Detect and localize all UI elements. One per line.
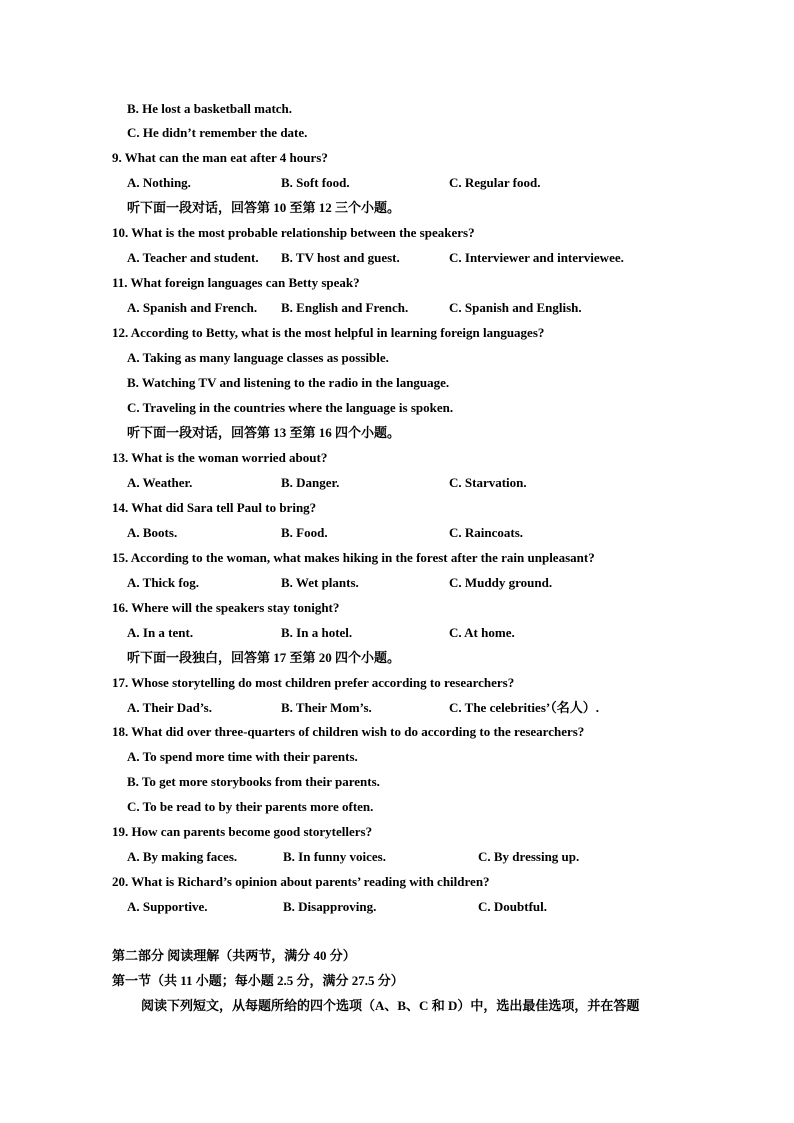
q15-option-c: C. Muddy ground. [449, 575, 553, 590]
q12-option-b: B. Watching TV and listening to the radio in the language. [127, 375, 450, 390]
question-20: 20. What is Richard’s opinion about parents’ reading with children? [112, 874, 490, 889]
q8-option-b: B. He lost a basketball match. [127, 101, 293, 116]
q13-option-a: A. Weather. [127, 475, 193, 490]
q16-option-c: C. At home. [449, 625, 515, 640]
q9-option-b: B. Soft food. [281, 175, 350, 190]
q13-option-b: B. Danger. [281, 475, 340, 490]
section2-subheading: 第一节（共 11 小题；每小题 2.5 分，满分 27.5 分） [112, 973, 404, 988]
q19-option-b: B. In funny voices. [283, 849, 386, 864]
question-18: 18. What did over three-quarters of children wish to do according to the researchers? [112, 724, 585, 739]
question-17: 17. Whose storytelling do most children prefer according to researchers? [112, 675, 515, 690]
q10-option-b: B. TV host and guest. [281, 250, 400, 265]
q14-option-b: B. Food. [281, 525, 328, 540]
q8-option-c: C. He didn’t remember the date. [127, 125, 308, 140]
q10-option-a: A. Teacher and student. [127, 250, 259, 265]
q20-option-b: B. Disapproving. [283, 899, 377, 914]
q11-option-a: A. Spanish and French. [127, 300, 258, 315]
q20-option-c: C. Doubtful. [478, 899, 547, 914]
q18-option-c: C. To be read to by their parents more often. [127, 799, 374, 814]
q16-option-b: B. In a hotel. [281, 625, 353, 640]
question-19: 19. How can parents become good storytellers? [112, 824, 373, 839]
q15-option-a: A. Thick fog. [127, 575, 199, 590]
q16-option-a: A. In a tent. [127, 625, 194, 640]
question-16: 16. Where will the speakers stay tonight? [112, 600, 340, 615]
q20-option-a: A. Supportive. [127, 899, 208, 914]
section2-heading: 第二部分 阅读理解（共两节，满分 40 分） [112, 948, 356, 963]
q19-option-a: A. By making faces. [127, 849, 238, 864]
q15-option-b: B. Wet plants. [281, 575, 359, 590]
question-15: 15. According to the woman, what makes hiking in the forest after the rain unpleasant? [112, 550, 595, 565]
q12-option-a: A. Taking as many language classes as possible. [127, 350, 389, 365]
q10-option-c: C. Interviewer and interviewee. [449, 250, 624, 265]
q17-option-a: A. Their Dad’s. [127, 700, 212, 715]
question-14: 14. What did Sara tell Paul to bring? [112, 500, 317, 515]
question-11: 11. What foreign languages can Betty speak? [112, 275, 360, 290]
instruction-13-16: 听下面一段对话，回答第 13 至第 16 四个小题。 [127, 425, 401, 440]
question-13: 13. What is the woman worried about? [112, 450, 328, 465]
q12-option-c: C. Traveling in the countries where the language is spoken. [127, 400, 454, 415]
q11-option-c: C. Spanish and English. [449, 300, 582, 315]
q17-option-b: B. Their Mom’s. [281, 700, 372, 715]
q18-option-a: A. To spend more time with their parents. [127, 749, 358, 764]
question-9: 9. What can the man eat after 4 hours? [112, 150, 328, 165]
q14-option-c: C. Raincoats. [449, 525, 524, 540]
q9-option-c: C. Regular food. [449, 175, 541, 190]
q18-option-b: B. To get more storybooks from their parents. [127, 774, 380, 789]
q14-option-a: A. Boots. [127, 525, 178, 540]
question-10: 10. What is the most probable relationship between the speakers? [112, 225, 475, 240]
q17-option-c: C. The celebrities’（名人）. [449, 700, 599, 715]
section2-instruction: 阅读下列短文，从每题所给的四个选项（A、B、C 和 D）中，选出最佳选项，并在答题 [141, 998, 640, 1013]
instruction-17-20: 听下面一段独白，回答第 17 至第 20 四个小题。 [127, 650, 401, 665]
question-12: 12. According to Betty, what is the most helpful in learning foreign languages? [112, 325, 545, 340]
q13-option-c: C. Starvation. [449, 475, 527, 490]
q11-option-b: B. English and French. [281, 300, 409, 315]
q9-option-a: A. Nothing. [127, 175, 191, 190]
q19-option-c: C. By dressing up. [478, 849, 580, 864]
instruction-10-12: 听下面一段对话，回答第 10 至第 12 三个小题。 [127, 200, 401, 215]
